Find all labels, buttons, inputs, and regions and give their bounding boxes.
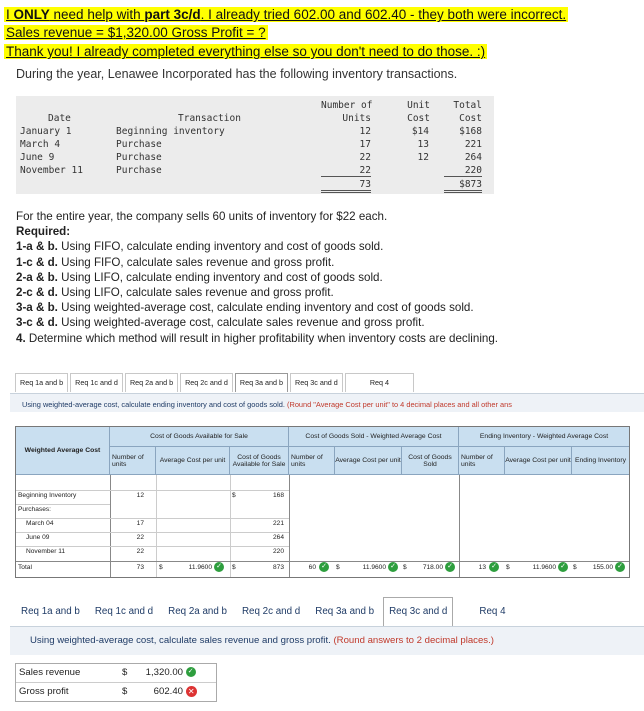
header-units-1: Number of [321,100,373,111]
tab-req-2cd[interactable]: Req 2c and d [241,606,301,617]
table-row [16,664,216,682]
row-label: Total [18,564,32,571]
header-transaction: Transaction [178,113,241,124]
sales-revenue-input[interactable]: 1,320.00 [145,667,183,678]
tab-req-2ab[interactable]: Req 2a and b [125,373,178,392]
header-total-cost-1: Total [453,100,482,111]
header-units-end: Number of units [459,447,505,475]
tab-req-4[interactable]: Req 4 [345,373,414,392]
instruction-bar-3ab: Using weighted-average cost, calculate ending inventory and cost of goods sold. (Round "Average Cost per unit" to 4 decimal places and all other ans [10,393,644,412]
header-cost-available: Cost of Goods Available for Sale [110,427,289,447]
problem-text: For the entire year, the company sells 60 units of inventory for $22 each. Required: 1-a & b. Using FIFO, calculate ending inventory and cost of goods sold. 1-c & d. Using FIFO, calculate sales revenue and gross profit. 2-a & b. Using LIFO, calculate ending inventory and cost of goods sold. 2-c & d. Using LIFO, calculate sales revenue and gross profit. 3-a & b. Using weighted-average cost, calculate ending inventory and cost of goods sold. 3-c & d. Using weighted-average cost, calculate sales revenue and gross profit. 4. Determine which method will result in higher profitability when inventory costs are declining. [16,210,499,345]
header-avg-avail: Average Cost per unit [156,447,230,475]
header-weighted-average-cost: Weighted Average Cost [16,427,110,475]
cost-input[interactable]: 168 [272,492,284,499]
tab-req-3cd[interactable]: Req 3c and d [383,597,453,626]
end-avg-input[interactable]: 11.9600 [532,564,556,571]
cost-input[interactable]: 221 [272,520,284,527]
check-icon: ✓ [186,667,196,677]
instruction-bar-3cd: Using weighted-average cost, calculate sales revenue and gross profit. (Round answers to 2 decimal places.) [10,626,644,655]
check-icon: ✓ [489,562,499,572]
sold-avg-input[interactable]: 11.9600 [362,564,386,571]
row-label: Beginning Inventory [18,492,77,499]
intro-text: During the year, Lenawee Incorporated has the following inventory transactions. [16,67,458,81]
table-row: November 11 Purchase 22 220 [20,165,482,176]
cost-input[interactable]: 264 [272,534,284,541]
header-cgafs: Cost of Goods Available for Sale [230,447,289,475]
gross-profit-input[interactable]: 602.40 [153,686,183,697]
inventory-table [16,96,494,194]
header-total-cost-2: Cost [459,113,482,124]
gross-profit-label: Gross profit [19,686,69,697]
sales-answer-table [15,663,217,702]
error-x-icon: ✕ [186,686,197,697]
tab-req-3ab[interactable]: Req 3a and b [315,606,375,617]
req-tabs-top [15,373,416,393]
dollar-sign: $ [159,564,163,571]
ending-inventory-input[interactable]: 155.00 [592,564,613,571]
tab-req-1ab[interactable]: Req 1a and b [21,606,80,617]
note-line-3: Thank you! I already completed everything else so you don't need to do those. :) [6,44,486,59]
check-icon: ✓ [319,562,329,572]
tab-req-4[interactable]: Req 4 [479,606,506,617]
dollar-sign: $ [403,564,407,571]
header-cogs: Cost of Goods Sold [402,447,459,475]
check-icon: ✓ [615,562,625,572]
header-date: Date [48,113,71,124]
tab-req-3ab[interactable]: Req 3a and b [235,373,288,392]
weighted-average-table [15,426,630,578]
header-units-sold: Number of units [289,447,335,475]
note-line-1: I ONLY need help with part 3c/d. I already tried 602.00 and 602.40 - they both were incorrect. [6,7,567,22]
units-input[interactable]: 22 [136,548,144,555]
table-row [16,682,216,701]
end-units-input[interactable]: 13 [478,564,486,571]
note-line-2: Sales revenue = $1,320.00 Gross Profit = ? [6,25,266,40]
units-total[interactable]: 73 [136,564,144,571]
header-ending-group: Ending Inventory - Weighted Average Cost [459,427,629,447]
cost-input[interactable]: 220 [272,548,284,555]
table-total-row: 73 $873 [16,179,494,192]
dollar-sign: $ [506,564,510,571]
avg-cost-total[interactable]: 11.9600 [188,564,212,571]
tab-req-2cd[interactable]: Req 2c and d [180,373,233,392]
dollar-sign: $ [336,564,340,571]
table-row: June 9 Purchase 22 12 264 [20,152,482,163]
row-label: March 04 [26,520,54,527]
dollar-sign: $ [122,667,128,678]
check-icon: ✓ [214,562,224,572]
check-icon: ✓ [445,562,455,572]
tab-req-1ab[interactable]: Req 1a and b [15,373,68,392]
cogs-input[interactable]: 718.00 [422,564,443,571]
header-avg-end: Average Cost per unit [505,447,572,475]
header-unit-cost-2: Cost [407,113,430,124]
tab-req-1cd[interactable]: Req 1c and d [70,373,123,392]
header-avg-sold: Average Cost per unit [335,447,402,475]
dollar-sign: $ [232,564,236,571]
table-row: March 4 Purchase 17 13 221 [20,139,482,150]
units-input[interactable]: 12 [136,492,144,499]
check-icon: ✓ [388,562,398,572]
header-cogs-group: Cost of Goods Sold - Weighted Average Cost [289,427,459,447]
table-row: January 1 Beginning inventory 12 $14 $168 [20,126,482,137]
sales-revenue-label: Sales revenue [19,667,81,678]
header-units-avail: Number of units [110,447,156,475]
cgafs-total[interactable]: 873 [272,564,284,571]
sold-units-input[interactable]: 60 [308,564,316,571]
check-icon: ✓ [558,562,568,572]
dollar-sign: $ [122,686,128,697]
header-unit-cost-1: Unit [407,100,430,111]
tab-req-1cd[interactable]: Req 1c and d [94,606,154,617]
tab-req-3cd[interactable]: Req 3c and d [290,373,343,392]
units-input[interactable]: 17 [136,520,144,527]
tab-req-2ab[interactable]: Req 2a and b [168,606,227,617]
units-input[interactable]: 22 [136,534,144,541]
header-units-2: Units [342,113,371,124]
row-label: Purchases: [18,506,51,513]
req-tabs-bottom [15,597,532,625]
dollar-sign: $ [232,492,236,499]
header-ending-inventory: Ending Inventory [572,447,629,475]
row-label: June 09 [26,534,50,541]
dollar-sign: $ [573,564,577,571]
row-label: November 11 [26,548,66,555]
